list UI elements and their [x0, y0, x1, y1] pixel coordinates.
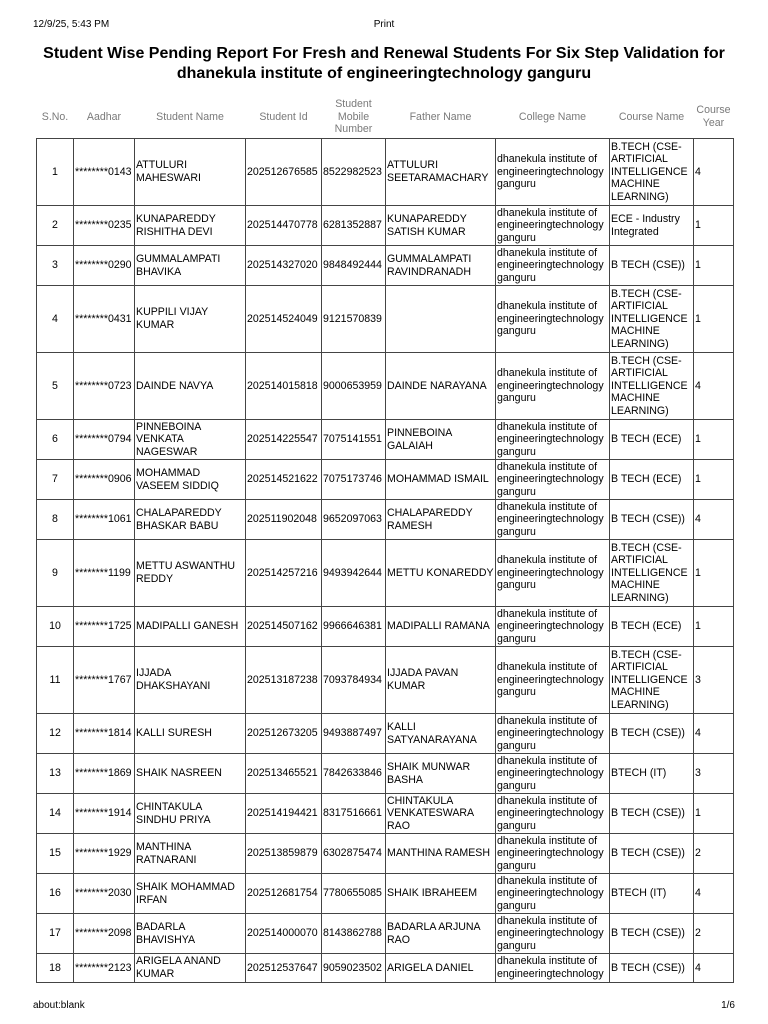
table-row — [37, 834, 734, 874]
cell-course-name: B TECH (CSE)) — [610, 914, 694, 954]
cell-college-name: dhanekula institute of engineeringtechnology ganguru — [496, 139, 610, 206]
col-header-course-year: Course Year — [696, 104, 731, 129]
cell-student-id: 202514015818 — [246, 353, 322, 420]
cell-father-name: MADIPALLI RAMANA — [386, 607, 496, 647]
cell-course-year: 4 — [694, 874, 734, 914]
cell-sno: 11 — [37, 647, 74, 714]
table-row — [37, 460, 734, 500]
cell-course-name: B TECH (CSE)) — [610, 246, 694, 286]
cell-aadhar: ********1199 — [74, 540, 135, 607]
cell-student-name: IJJADA DHAKSHAYANI — [135, 647, 246, 714]
cell-sno: 5 — [37, 353, 74, 420]
cell-student-mobile: 6302875474 — [322, 834, 386, 874]
cell-course-name: B TECH (CSE)) — [610, 500, 694, 540]
cell-aadhar: ********0235 — [74, 206, 135, 246]
cell-college-name: dhanekula institute of engineeringtechnology ganguru — [496, 353, 610, 420]
cell-student-id: 202514470778 — [246, 206, 322, 246]
cell-father-name: ATTULURI SEETARAMACHARY — [386, 139, 496, 206]
table-row — [37, 647, 734, 714]
cell-sno: 8 — [37, 500, 74, 540]
cell-aadhar: ********1869 — [74, 754, 135, 794]
cell-course-name: BTECH (IT) — [610, 874, 694, 914]
cell-course-name: B TECH (ECE) — [610, 420, 694, 460]
cell-student-mobile: 7780655085 — [322, 874, 386, 914]
cell-father-name: BADARLA ARJUNA RAO — [386, 914, 496, 954]
cell-student-name: ATTULURI MAHESWARI — [135, 139, 246, 206]
cell-student-mobile: 7093784934 — [322, 647, 386, 714]
cell-course-name: ECE - Industry Integrated — [610, 206, 694, 246]
cell-student-name: ARIGELA ANAND KUMAR — [135, 954, 246, 983]
cell-father-name: IJJADA PAVAN KUMAR — [386, 647, 496, 714]
cell-aadhar: ********1814 — [74, 714, 135, 754]
cell-father-name: MOHAMMAD ISMAIL — [386, 460, 496, 500]
cell-aadhar: ********0143 — [74, 139, 135, 206]
col-header-student-name: Student Name — [156, 110, 224, 123]
cell-sno: 9 — [37, 540, 74, 607]
cell-course-year: 1 — [694, 206, 734, 246]
cell-course-name: B TECH (ECE) — [610, 607, 694, 647]
cell-aadhar: ********1914 — [74, 794, 135, 834]
cell-student-mobile: 7075173746 — [322, 460, 386, 500]
cell-student-id: 202514257216 — [246, 540, 322, 607]
cell-father-name: ARIGELA DANIEL — [386, 954, 496, 983]
cell-father-name: DAINDE NARAYANA — [386, 353, 496, 420]
cell-course-year: 4 — [694, 714, 734, 754]
cell-sno: 4 — [37, 286, 74, 353]
cell-sno: 16 — [37, 874, 74, 914]
cell-aadhar: ********0431 — [74, 286, 135, 353]
cell-college-name: dhanekula institute of engineeringtechnology ganguru — [496, 460, 610, 500]
cell-father-name: MANTHINA RAMESH — [386, 834, 496, 874]
table-row — [37, 286, 734, 353]
table-row — [37, 246, 734, 286]
cell-sno: 10 — [37, 607, 74, 647]
cell-father-name: GUMMALAMPATI RAVINDRANADH — [386, 246, 496, 286]
cell-course-year: 2 — [694, 834, 734, 874]
print-timestamp: 12/9/25, 5:43 PM — [33, 19, 110, 30]
cell-course-year: 1 — [694, 286, 734, 353]
cell-father-name — [386, 286, 496, 353]
cell-college-name: dhanekula institute of engineeringtechnology — [496, 954, 610, 983]
cell-college-name: dhanekula institute of engineeringtechnology ganguru — [496, 874, 610, 914]
col-header-aadhar: Aadhar — [86, 110, 122, 123]
cell-college-name: dhanekula institute of engineeringtechnology ganguru — [496, 286, 610, 353]
cell-college-name: dhanekula institute of engineeringtechnology ganguru — [496, 714, 610, 754]
cell-student-name: PINNEBOINA VENKATA NAGESWAR — [135, 420, 246, 460]
cell-student-name: KALLI SURESH — [135, 714, 246, 754]
cell-student-id: 202514521622 — [246, 460, 322, 500]
cell-aadhar: ********1725 — [74, 607, 135, 647]
cell-course-year: 1 — [694, 246, 734, 286]
cell-student-name: KUNAPAREDDY RISHITHA DEVI — [135, 206, 246, 246]
cell-aadhar: ********1061 — [74, 500, 135, 540]
cell-student-mobile: 8317516661 — [322, 794, 386, 834]
cell-course-name: B TECH (CSE)) — [610, 954, 694, 983]
cell-student-name: CHINTAKULA SINDHU PRIYA — [135, 794, 246, 834]
cell-sno: 1 — [37, 139, 74, 206]
cell-student-name: DAINDE NAVYA — [135, 353, 246, 420]
table-row — [37, 540, 734, 607]
table-row — [37, 607, 734, 647]
cell-course-year: 2 — [694, 914, 734, 954]
cell-course-year: 3 — [694, 647, 734, 714]
cell-student-name: METTU ASWANTHU REDDY — [135, 540, 246, 607]
cell-sno: 14 — [37, 794, 74, 834]
cell-college-name: dhanekula institute of engineeringtechnology ganguru — [496, 246, 610, 286]
table-header-row — [37, 96, 734, 139]
table-body — [37, 139, 734, 983]
cell-student-id: 202514194421 — [246, 794, 322, 834]
cell-student-mobile: 9000653959 — [322, 353, 386, 420]
col-header-course-name: Course Name — [618, 110, 685, 123]
col-header-sno: S.No. — [41, 110, 69, 123]
cell-sno: 6 — [37, 420, 74, 460]
cell-student-id: 202514507162 — [246, 607, 322, 647]
col-header-college-name: College Name — [518, 110, 587, 123]
cell-father-name: PINNEBOINA GALAIAH — [386, 420, 496, 460]
cell-student-id: 202513859879 — [246, 834, 322, 874]
cell-father-name: CHINTAKULA VENKATESWARA RAO — [386, 794, 496, 834]
table-row — [37, 500, 734, 540]
cell-sno: 2 — [37, 206, 74, 246]
cell-father-name: SHAIK MUNWAR BASHA — [386, 754, 496, 794]
cell-course-name: B.TECH (CSE-ARTIFICIAL INTELLIGENCE MACHINE LEARNING) — [610, 286, 694, 353]
footer-url: about:blank — [33, 1000, 85, 1011]
cell-aadhar: ********2123 — [74, 954, 135, 983]
cell-student-mobile: 8522982523 — [322, 139, 386, 206]
cell-student-id: 202511902048 — [246, 500, 322, 540]
table-row — [37, 754, 734, 794]
cell-student-name: GUMMALAMPATI BHAVIKA — [135, 246, 246, 286]
cell-student-mobile: 6281352887 — [322, 206, 386, 246]
cell-course-name: B.TECH (CSE-ARTIFICIAL INTELLIGENCE MACHINE LEARNING) — [610, 139, 694, 206]
pending-report-table — [36, 96, 734, 983]
cell-student-id: 202514327020 — [246, 246, 322, 286]
cell-aadhar: ********2030 — [74, 874, 135, 914]
table-row — [37, 420, 734, 460]
cell-college-name: dhanekula institute of engineeringtechnology ganguru — [496, 540, 610, 607]
cell-sno: 3 — [37, 246, 74, 286]
cell-aadhar: ********0723 — [74, 353, 135, 420]
cell-sno: 13 — [37, 754, 74, 794]
cell-student-id: 202512673205 — [246, 714, 322, 754]
cell-college-name: dhanekula institute of engineeringtechnology ganguru — [496, 206, 610, 246]
cell-course-year: 1 — [694, 794, 734, 834]
cell-aadhar: ********1929 — [74, 834, 135, 874]
table-row — [37, 874, 734, 914]
cell-student-id: 202514000070 — [246, 914, 322, 954]
cell-course-year: 1 — [694, 420, 734, 460]
cell-student-id: 202512537647 — [246, 954, 322, 983]
cell-student-mobile: 9652097063 — [322, 500, 386, 540]
cell-course-name: B TECH (CSE)) — [610, 834, 694, 874]
cell-father-name: KUNAPAREDDY SATISH KUMAR — [386, 206, 496, 246]
cell-sno: 18 — [37, 954, 74, 983]
cell-sno: 7 — [37, 460, 74, 500]
cell-course-name: B TECH (ECE) — [610, 460, 694, 500]
table-row — [37, 206, 734, 246]
cell-student-mobile: 7075141551 — [322, 420, 386, 460]
cell-college-name: dhanekula institute of engineeringtechnology ganguru — [496, 607, 610, 647]
cell-father-name: SHAIK IBRAHEEM — [386, 874, 496, 914]
cell-aadhar: ********0290 — [74, 246, 135, 286]
print-title: Print — [373, 19, 395, 30]
cell-student-mobile: 9966646381 — [322, 607, 386, 647]
cell-course-year: 1 — [694, 607, 734, 647]
cell-student-id: 202514225547 — [246, 420, 322, 460]
cell-course-year: 3 — [694, 754, 734, 794]
cell-student-id: 202513465521 — [246, 754, 322, 794]
cell-course-year: 4 — [694, 500, 734, 540]
cell-student-name: KUPPILI VIJAY KUMAR — [135, 286, 246, 353]
cell-student-mobile: 9493942644 — [322, 540, 386, 607]
cell-course-name: B TECH (CSE)) — [610, 794, 694, 834]
cell-aadhar: ********0906 — [74, 460, 135, 500]
cell-student-name: CHALAPAREDDY BHASKAR BABU — [135, 500, 246, 540]
cell-student-name: SHAIK MOHAMMAD IRFAN — [135, 874, 246, 914]
cell-student-name: SHAIK NASREEN — [135, 754, 246, 794]
cell-college-name: dhanekula institute of engineeringtechnology ganguru — [496, 500, 610, 540]
cell-aadhar: ********1767 — [74, 647, 135, 714]
cell-course-name: B.TECH (CSE-ARTIFICIAL INTELLIGENCE MACHINE LEARNING) — [610, 353, 694, 420]
page-number: 1/6 — [721, 1000, 735, 1011]
table-row — [37, 353, 734, 420]
table-row — [37, 714, 734, 754]
cell-course-year: 4 — [694, 954, 734, 983]
cell-student-mobile: 9848492444 — [322, 246, 386, 286]
cell-student-name: BADARLA BHAVISHYA — [135, 914, 246, 954]
table-row — [37, 139, 734, 206]
cell-student-mobile: 9493887497 — [322, 714, 386, 754]
col-header-student-id: Student Id — [259, 110, 308, 123]
cell-college-name: dhanekula institute of engineeringtechnology ganguru — [496, 420, 610, 460]
col-header-father-name: Father Name — [409, 110, 472, 123]
cell-sno: 12 — [37, 714, 74, 754]
cell-student-id: 202512676585 — [246, 139, 322, 206]
cell-course-year: 4 — [694, 139, 734, 206]
cell-college-name: dhanekula institute of engineeringtechnology ganguru — [496, 647, 610, 714]
col-header-student-mobile: Student Mobile Number — [334, 98, 373, 136]
cell-course-name: B TECH (CSE)) — [610, 714, 694, 754]
cell-course-year: 1 — [694, 460, 734, 500]
cell-college-name: dhanekula institute of engineeringtechnology ganguru — [496, 834, 610, 874]
cell-student-id: 202514524049 — [246, 286, 322, 353]
cell-sno: 15 — [37, 834, 74, 874]
cell-student-mobile: 8143862788 — [322, 914, 386, 954]
cell-course-name: B.TECH (CSE-ARTIFICIAL INTELLIGENCE MACHINE LEARNING) — [610, 647, 694, 714]
print-header — [0, 0, 768, 40]
cell-father-name: METTU KONAREDDY — [386, 540, 496, 607]
cell-father-name: CHALAPAREDDY RAMESH — [386, 500, 496, 540]
cell-college-name: dhanekula institute of engineeringtechnology ganguru — [496, 914, 610, 954]
cell-aadhar: ********2098 — [74, 914, 135, 954]
cell-student-mobile: 9121570839 — [322, 286, 386, 353]
cell-course-year: 1 — [694, 540, 734, 607]
cell-student-name: MOHAMMAD VASEEM SIDDIQ — [135, 460, 246, 500]
cell-college-name: dhanekula institute of engineeringtechnology ganguru — [496, 794, 610, 834]
cell-student-name: MADIPALLI GANESH — [135, 607, 246, 647]
cell-father-name: KALLI SATYANARAYANA — [386, 714, 496, 754]
cell-student-mobile: 7842633846 — [322, 754, 386, 794]
report-title: Student Wise Pending Report For Fresh and Renewal Students For Six Step Validation for dhanekula institute of engineeringtechnology ganguru — [43, 45, 725, 82]
cell-course-name: BTECH (IT) — [610, 754, 694, 794]
cell-course-name: B.TECH (CSE-ARTIFICIAL INTELLIGENCE MACHINE LEARNING) — [610, 540, 694, 607]
table-row — [37, 914, 734, 954]
cell-aadhar: ********0794 — [74, 420, 135, 460]
cell-college-name: dhanekula institute of engineeringtechnology ganguru — [496, 754, 610, 794]
table-row — [37, 794, 734, 834]
cell-student-name: MANTHINA RATNARANI — [135, 834, 246, 874]
table-row — [37, 954, 734, 983]
cell-sno: 17 — [37, 914, 74, 954]
cell-student-id: 202513187238 — [246, 647, 322, 714]
cell-student-id: 202512681754 — [246, 874, 322, 914]
cell-course-year: 4 — [694, 353, 734, 420]
cell-student-mobile: 9059023502 — [322, 954, 386, 983]
